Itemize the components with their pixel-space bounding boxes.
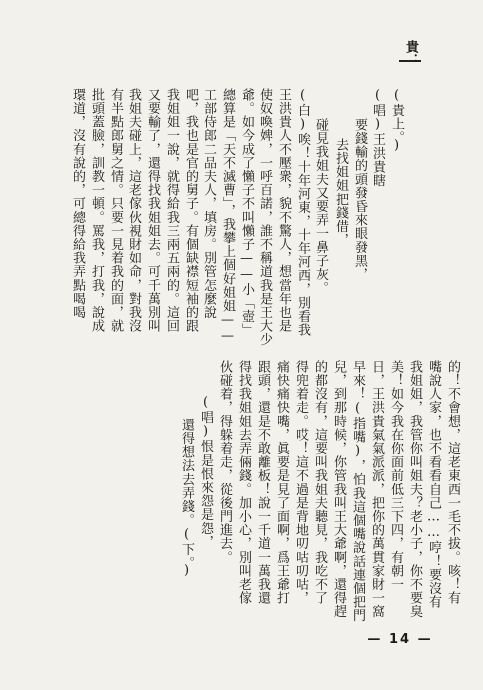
text-column: 又要輸了，還得找我姐姐去。可千萬別叫 <box>145 88 160 333</box>
text-column: 貴： <box>403 40 418 68</box>
text-column: 使奴喚婢，一呼百諾，誰不稱道我是王大少 <box>257 88 272 347</box>
text-column: 我姐夫碰上，這老傢伙視財如命，對我沒 <box>126 88 141 333</box>
text-column: 批頭蓋臉，訓教一頓。罵我，打我，說成 <box>89 88 104 333</box>
text-column: 爺。如今成了懶子不叫懶子——小「壺」 <box>239 88 254 337</box>
text-column: 跟頭，還是不敢離板！說一千道一萬我還 <box>255 360 270 605</box>
text-column: 還得想法去弄錢。(下。) <box>179 418 194 579</box>
text-column: 碰見我姐夫又要弄一鼻子灰。 <box>313 118 328 295</box>
text-column: 王洪貴人不壓衆，貌不驚人，想當年也是 <box>276 88 291 333</box>
text-column: (白)唉！十年河東，十年河西，別看我 <box>295 88 310 337</box>
text-column: 早來！(指嘴)，怕我這個嘴說話連個把門 <box>350 360 365 623</box>
text-column: 伙碰着，得躲着走，從後門進去。 <box>217 360 232 564</box>
text-column: 痛快痛快嘴，眞要是見了面啊，爲王爺打 <box>274 360 289 605</box>
text-column: 吧，我也是官的舅子。有個缺襟短袖的跟 <box>183 88 198 333</box>
text-column: 環道，沒有說的，可總得給我弄點喝喝 <box>70 88 85 320</box>
text-column: 要錢輸的頭發昏來眼發黑， <box>352 118 367 282</box>
text-column: (唱)恨是恨來怨是怨， <box>198 395 213 549</box>
text-column: 總算是「天不滅曹」，我攀上個好姐姐—— <box>220 88 235 344</box>
text-column: 我姐姐，我管你叫姐夫？老小子，你不要臭 <box>407 360 422 619</box>
text-column: 得兜着走。哎！這不過是背地叨咕叨咕， <box>293 360 308 605</box>
text-column: 得找我姐姐去弄倆錢。加小心，別叫老傢 <box>236 360 251 605</box>
text-column: 去找姐姐把錢借， <box>333 138 348 247</box>
text-column: 的都沒有，這要叫我姐夫聽見，我吃不了 <box>312 360 327 605</box>
text-column: 工部侍郎二品夫人，填房。別管怎麼說 <box>201 88 216 320</box>
text-column: 嘴說人家，也不看看自己……哼！要沒有 <box>426 360 441 609</box>
text-column: 有半點郎舅之情。只要一見着我的面，就 <box>108 88 123 333</box>
text-column: 我姐姐一說，就得給我三兩五兩的。這回 <box>164 88 179 333</box>
text-column: (貴上。) <box>389 88 404 154</box>
text-column: 日，王洪貴氣氣派派，把你的萬貫家財一窩 <box>369 360 384 619</box>
text-column: 的！不會想，這老東西一毛不拔。咳！有 <box>445 360 460 605</box>
text-column: 美！如今我在你面前低三下四，有朝一 <box>388 360 403 592</box>
text-column: 兒，到那時候，你管我叫王大爺啊，還得趕 <box>331 360 346 619</box>
text-column: (唱)王洪貴瞎 <box>370 88 385 188</box>
page-number: — 14 — <box>367 632 433 647</box>
